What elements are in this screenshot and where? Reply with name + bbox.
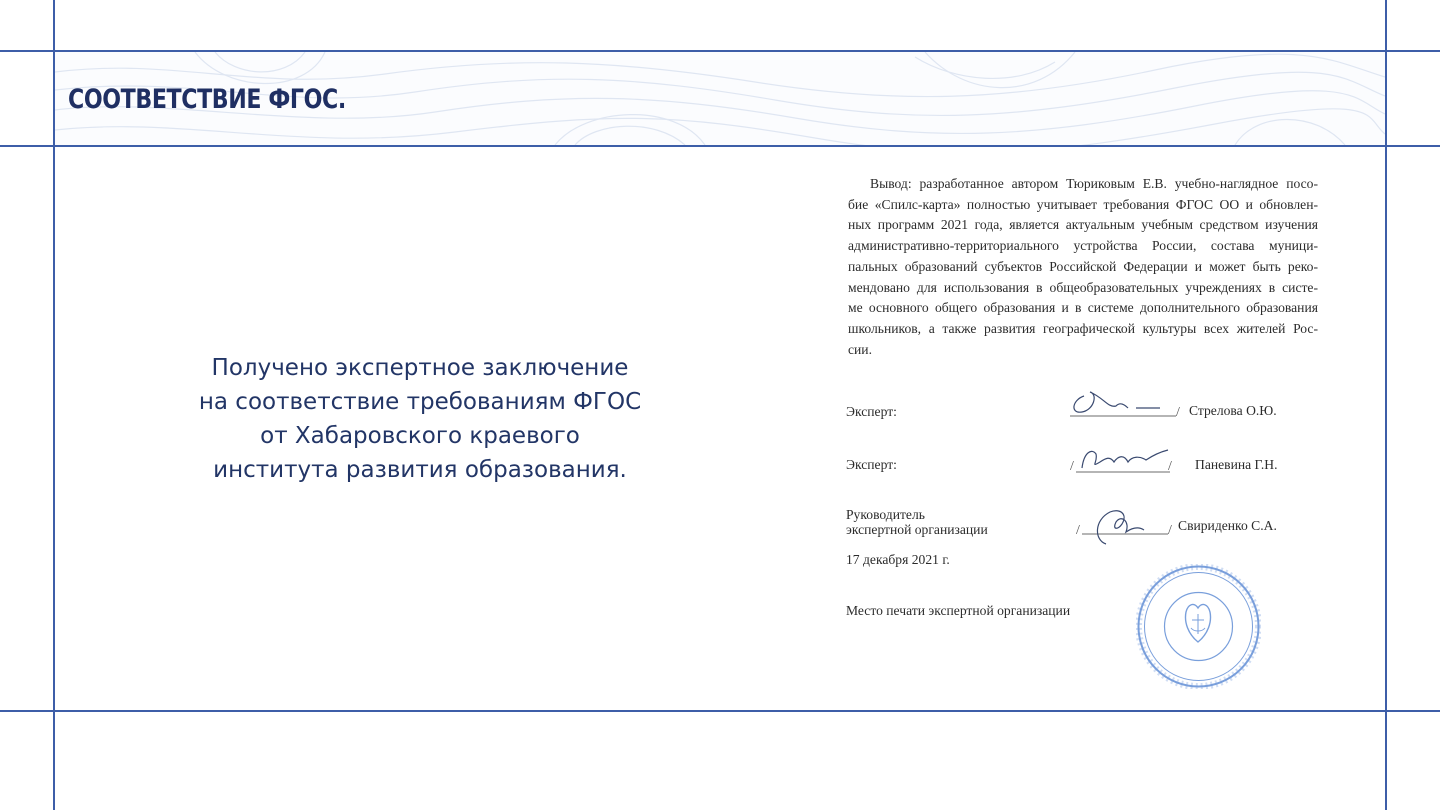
svg-text:/: / <box>1070 459 1074 474</box>
lead-text <box>160 351 680 487</box>
conclusion-line: ных программ 2021 года, является актуальным учебным средством изучения <box>848 217 1318 233</box>
official-stamp <box>1136 564 1261 689</box>
conclusion-line: сии. <box>848 341 872 357</box>
conclusion-line: школьников, а также развития географической культуры всех жителей Рос- <box>848 320 1318 336</box>
frame-line-bottom <box>0 710 1440 712</box>
signature-paneвina <box>1070 442 1180 478</box>
lead-text-line: Получено экспертное заключение <box>211 355 629 381</box>
signature-role-line: Руководитель <box>846 507 925 522</box>
signature-role-expert-1: Эксперт: <box>846 404 897 419</box>
lead-text-line: института развития образования. <box>213 457 627 483</box>
frame-line-header-bottom <box>0 145 1440 147</box>
conclusion-line: Вывод: разработанное автором Тюриковым Е.В. учебно-наглядное посо- <box>870 176 1318 191</box>
conclusion-paragraph <box>848 174 1318 360</box>
signature-role-head <box>846 507 988 537</box>
signature-role-line: экспертной организации <box>846 522 988 537</box>
conclusion-line: бие «Спилс-карта» полностью учитывает требования ФГОС ОО и обновлен- <box>848 196 1318 212</box>
slide-title: СООТВЕТСТВИЕ ФГОС. <box>68 84 346 115</box>
svg-text:/: / <box>1168 523 1172 538</box>
seal-label: Место печати экспертной организации <box>846 603 1071 618</box>
signature-name-1: Стрелова О.Ю. <box>1189 403 1277 418</box>
svg-text:/: / <box>1168 459 1172 474</box>
conclusion-line: пальных образований субъектов Российской Федерации и может быть реко- <box>848 258 1318 274</box>
svg-text:/: / <box>1076 523 1080 538</box>
lead-text-line: на соответствие требованиям ФГОС <box>198 389 642 415</box>
document-date: 17 декабря 2021 г. <box>846 552 950 567</box>
signature-sviridenko <box>1076 500 1176 550</box>
conclusion-line: административно-территориального устройства России, состава муници- <box>848 238 1318 254</box>
svg-text:/: / <box>1176 405 1180 420</box>
conclusion-line: мендовано для использования в общеобразовательных учреждениях в систе- <box>848 279 1318 295</box>
signature-name-2: Паневина Г.Н. <box>1195 457 1278 472</box>
frame-line-right <box>1385 0 1387 810</box>
signature-strelova <box>1064 386 1184 422</box>
lead-text-line: от Хабаровского краевого <box>260 423 580 449</box>
signature-role-expert-2: Эксперт: <box>846 457 897 472</box>
signature-name-3: Свириденко С.А. <box>1178 518 1277 533</box>
conclusion-line: ме основного общего образования и в системе дополнительного образования <box>848 300 1318 316</box>
expert-conclusion-document <box>836 160 1356 695</box>
